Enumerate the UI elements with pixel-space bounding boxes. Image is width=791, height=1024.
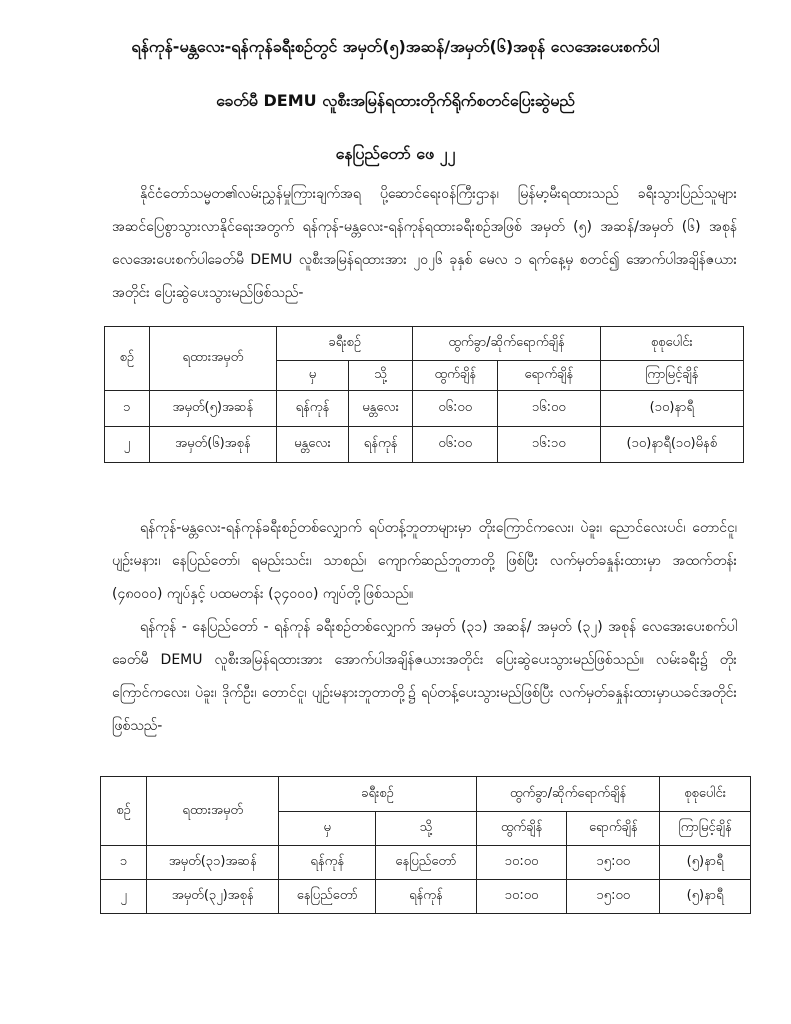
cell-depart: ၀၆:၀၀ (413, 427, 498, 463)
header-times: ထွက်ခွာ/ဆိုက်ရောက်ချိန် (476, 777, 660, 812)
table-row (105, 427, 744, 463)
paragraph-stops: ရန်ကုန်-မန္တလေး-ရန်ကုန်ခရီးစဉ်တစ်လျှောက် ရပ်တန့်ဘူတာများမှာ တိုးကြောင်ကလေး၊ ပဲခူး၊ ညောင်လေးပင်၊ တောင်ငူ၊ ပျဉ်းမနား၊ နေပြည်တော်၊ ရမည်းသင်း၊ သာစည်၊ ကျောက်ဆည်ဘူတာတို့ ဖြစ်ပြီး လက်မှတ်ခနှုန်းထားမှာ အထက်တန်း (၄၈၀၀၀) ကျပ်နှင့် ပထမတန်း (၃၄၀၀၀) ကျပ်တို့ဖြစ်သည်။ (112, 520, 737, 602)
cell-arrive: ၁၅:၀၀ (567, 880, 660, 914)
schedule-table-naypyitaw (100, 776, 751, 914)
header-train: ရထားအမှတ် (147, 777, 279, 846)
header-to: သို့ (348, 361, 413, 391)
cell-train: အမှတ်(၃၂)အစုန် (147, 880, 279, 914)
header-from: မှ (279, 812, 376, 846)
cell-arrive: ၁၆:၁၀ (498, 427, 601, 463)
cell-from: ရန်ကုန် (279, 846, 376, 880)
cell-duration: (၅)နာရီ (660, 846, 751, 880)
header-depart: ထွက်ချိန် (476, 812, 567, 846)
cell-depart: ၁၀:၀၀ (476, 880, 567, 914)
cell-no: ၁ (105, 391, 150, 427)
cell-arrive: ၁၅:၀၀ (567, 846, 660, 880)
cell-duration: (၁၀)နာရီ(၁၀)မိနစ် (600, 427, 743, 463)
cell-arrive: ၁၆:၀၀ (498, 391, 601, 427)
cell-train: အမှတ်(၃၁)အဆန် (147, 846, 279, 880)
cell-duration: (၅)နာရီ (660, 880, 751, 914)
header-duration: ကြာမြင့်ချိန် (600, 361, 743, 391)
cell-no: ၂ (105, 427, 150, 463)
schedule-table-mandalay (104, 326, 744, 463)
cell-depart: ၀၆:၀၀ (413, 391, 498, 427)
paragraph-intro: နိုင်ငံတော်သမ္မတ၏လမ်းညွှန်မှုကြားချက်အရ ပို့ဆောင်ရေးဝန်ကြီးဌာန၊ မြန်မာ့မီးရထားသည် ခရီးသွားပြည်သူများအဆင်ပြေစွာသွားလာနိုင်ရေးအတွက် ရန်ကုန်-မန္တလေး-ရန်ကုန်ရထားခရီးစဉ်အဖြစ် အမှတ် (၅) အဆန်/အမှတ် (၆) အစုန် လေအေးပေးစက်ပါခေတ်မီ DEMU လူစီးအမြန်ရထားအား ၂၀၂၆ ခုနှစ် မေလ ၁ ရက်နေ့မှ စတင်၍ အောက်ပါအချိန်ဇယားအတိုင်း ပြေးဆွဲပေးသွားမည်ဖြစ်သည်- (112, 186, 737, 301)
header-total: စုစုပေါင်း (600, 327, 743, 361)
header-total: စုစုပေါင်း (660, 777, 751, 812)
cell-to: ရန်ကုန် (348, 427, 413, 463)
header-duration: ကြာမြင့်ချိန် (660, 812, 751, 846)
header-no: စဉ် (105, 327, 150, 391)
cell-to: မန္တလေး (348, 391, 413, 427)
table-row (101, 880, 751, 914)
header-to: သို့ (376, 812, 477, 846)
cell-to: ရန်ကုန် (376, 880, 477, 914)
headline-line-2: ခေတ်မီ DEMU လူစီးအမြန်ရထားတိုက်ရိုက်စတင်ပြေးဆွဲမည် (216, 91, 575, 110)
header-route: ခရီးစဉ် (279, 777, 476, 812)
header-train: ရထားအမှတ် (149, 327, 276, 391)
cell-no: ၂ (101, 880, 147, 914)
header-from: မှ (277, 361, 349, 391)
cell-train: အမှတ်(၆)အစုန် (149, 427, 276, 463)
header-depart: ထွက်ချိန် (413, 361, 498, 391)
header-no: စဉ် (101, 777, 147, 846)
cell-from: ရန်ကုန် (277, 391, 349, 427)
header-arrive: ရောက်ချိန် (498, 361, 601, 391)
table-row (101, 846, 751, 880)
header-times: ထွက်ခွာ/ဆိုက်ရောက်ချိန် (413, 327, 600, 361)
cell-no: ၁ (101, 846, 147, 880)
cell-train: အမှတ်(၅)အဆန် (149, 391, 276, 427)
header-arrive: ရောက်ချိန် (567, 812, 660, 846)
cell-from: နေပြည်တော် (279, 880, 376, 914)
dateline: နေပြည်တော် ဖေ ၂၂ (335, 144, 456, 163)
header-route: ခရီးစဉ် (277, 327, 413, 361)
headline-line-1: ရန်ကုန်-မန္တလေး-ရန်ကုန်ခရီးစဉ်တွင် အမှတ်(၅)အဆန်/အမှတ်(၆)အစုန် လေအေးပေးစက်ပါ (131, 37, 660, 56)
cell-duration: (၁၀)နာရီ (600, 391, 743, 427)
table-row (105, 391, 744, 427)
cell-from: မန္တလေး (277, 427, 349, 463)
cell-to: နေပြည်တော် (376, 846, 477, 880)
paragraph-naypyitaw: ရန်ကုန် - နေပြည်တော် - ရန်ကုန် ခရီးစဉ်တစ်လျှောက် အမှတ် (၃၁) အဆန်/ အမှတ် (၃၂) အစုန် လေအေးပေးစက်ပါ ခေတ်မီ DEMU လူစီးအမြန်ရထားအား အောက်ပါအချိန်ဇယားအတိုင်း ပြေးဆွဲပေးသွားမည်ဖြစ်သည်။ လမ်းခရီး၌ တိုးကြောင်ကလေး၊ ပဲခူး၊ ဒိုက်ဦး၊ တောင်ငူ၊ ပျဉ်းမနားဘူတာတို့၌ ရပ်တန့်ပေးသွားမည်ဖြစ်ပြီး လက်မှတ်ခနှုန်းထားမှာယခင်အတိုင်းဖြစ်သည်- (112, 619, 737, 734)
cell-depart: ၁၀:၀၀ (476, 846, 567, 880)
